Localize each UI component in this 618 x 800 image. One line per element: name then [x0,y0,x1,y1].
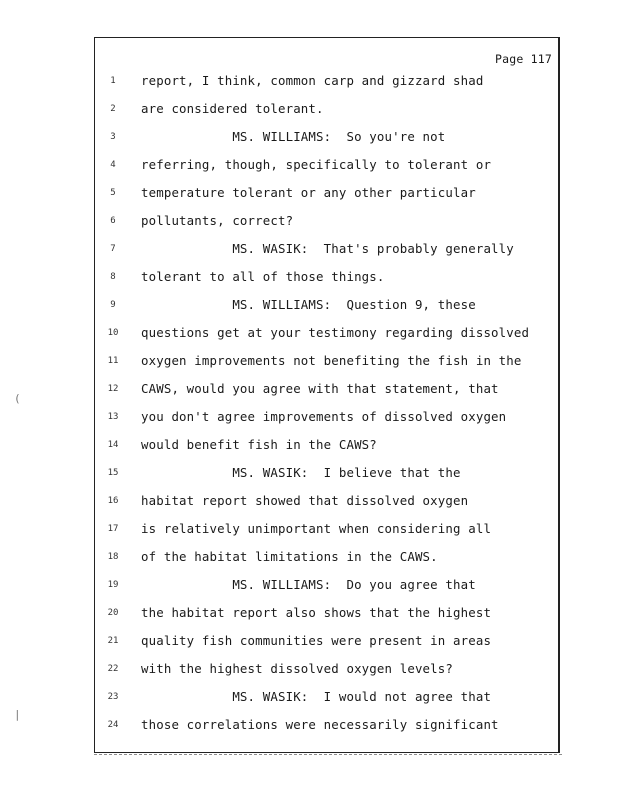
scan-margin-mark: ( [14,392,21,405]
transcript-line [95,437,558,457]
line-text: is relatively unimportant when considering all [141,521,492,536]
line-number: 8 [110,272,116,282]
transcript-line [95,689,558,709]
transcript-line [95,297,558,317]
transcript-line [95,157,558,177]
line-number: 11 [107,356,119,366]
line-text: with the highest dissolved oxygen levels? [141,661,454,676]
scan-edge-line [94,754,562,758]
line-text: referring, though, specifically to tolerant or [141,157,492,172]
line-text: would benefit fish in the CAWS? [141,437,377,452]
line-number: 7 [110,244,116,254]
transcript-line [95,717,558,737]
transcript-line [95,633,558,653]
transcript-line [95,577,558,597]
line-number: 18 [107,552,119,562]
line-text: of the habitat limitations in the CAWS. [141,549,438,564]
transcript-line [95,269,558,289]
page-number: Page 117 [495,52,552,66]
line-number: 24 [107,720,119,730]
line-number: 3 [110,132,116,142]
line-text: temperature tolerant or any other particular [141,185,476,200]
transcript-line [95,465,558,485]
transcript-line [95,493,558,513]
transcript-lines [95,38,558,752]
line-text: tolerant to all of those things. [141,269,385,284]
line-text: quality fish communities were present in areas [141,633,492,648]
line-number: 5 [110,188,116,198]
line-number: 12 [107,384,119,394]
line-number: 23 [107,692,119,702]
line-text: habitat report showed that dissolved oxygen [141,493,469,508]
line-number: 9 [110,300,116,310]
transcript-line [95,353,558,373]
line-number: 15 [107,468,119,478]
scan-margin-mark: | [14,708,21,721]
line-text: pollutants, correct? [141,213,294,228]
line-number: 19 [107,580,119,590]
line-text: those correlations were necessarily significant [141,717,499,732]
transcript-line [95,381,558,401]
transcript-line [95,241,558,261]
transcript-line [95,213,558,233]
line-number: 17 [107,524,119,534]
line-number: 2 [110,104,116,114]
line-number: 4 [110,160,116,170]
line-text: CAWS, would you agree with that statement, that [141,381,499,396]
transcript-line [95,549,558,569]
line-number: 10 [107,328,119,338]
transcript-line [95,325,558,345]
line-text: MS. WILLIAMS: Question 9, these [141,297,476,312]
transcript-line [95,605,558,625]
transcript-line [95,521,558,541]
line-number: 21 [107,636,119,646]
line-text: the habitat report also shows that the highest [141,605,492,620]
transcript-page [94,37,560,753]
transcript-line [95,73,558,93]
line-text: you don't agree improvements of dissolved oxygen [141,409,507,424]
transcript-line [95,661,558,681]
line-number: 1 [110,76,116,86]
line-number: 6 [110,216,116,226]
line-text: MS. WASIK: I believe that the [141,465,461,480]
line-number: 22 [107,664,119,674]
line-text: MS. WILLIAMS: Do you agree that [141,577,476,592]
line-number: 13 [107,412,119,422]
line-number: 16 [107,496,119,506]
transcript-line [95,185,558,205]
line-text: MS. WILLIAMS: So you're not [141,129,446,144]
transcript-line [95,101,558,121]
line-text: oxygen improvements not benefiting the fish in the [141,353,522,368]
transcript-line [95,409,558,429]
line-text: questions get at your testimony regarding dissolved [141,325,530,340]
line-number: 20 [107,608,119,618]
line-text: report, I think, common carp and gizzard shad [141,73,484,88]
line-text: MS. WASIK: I would not agree that [141,689,492,704]
transcript-line [95,129,558,149]
line-number: 14 [107,440,119,450]
line-text: MS. WASIK: That's probably generally [141,241,514,256]
line-text: are considered tolerant. [141,101,324,116]
